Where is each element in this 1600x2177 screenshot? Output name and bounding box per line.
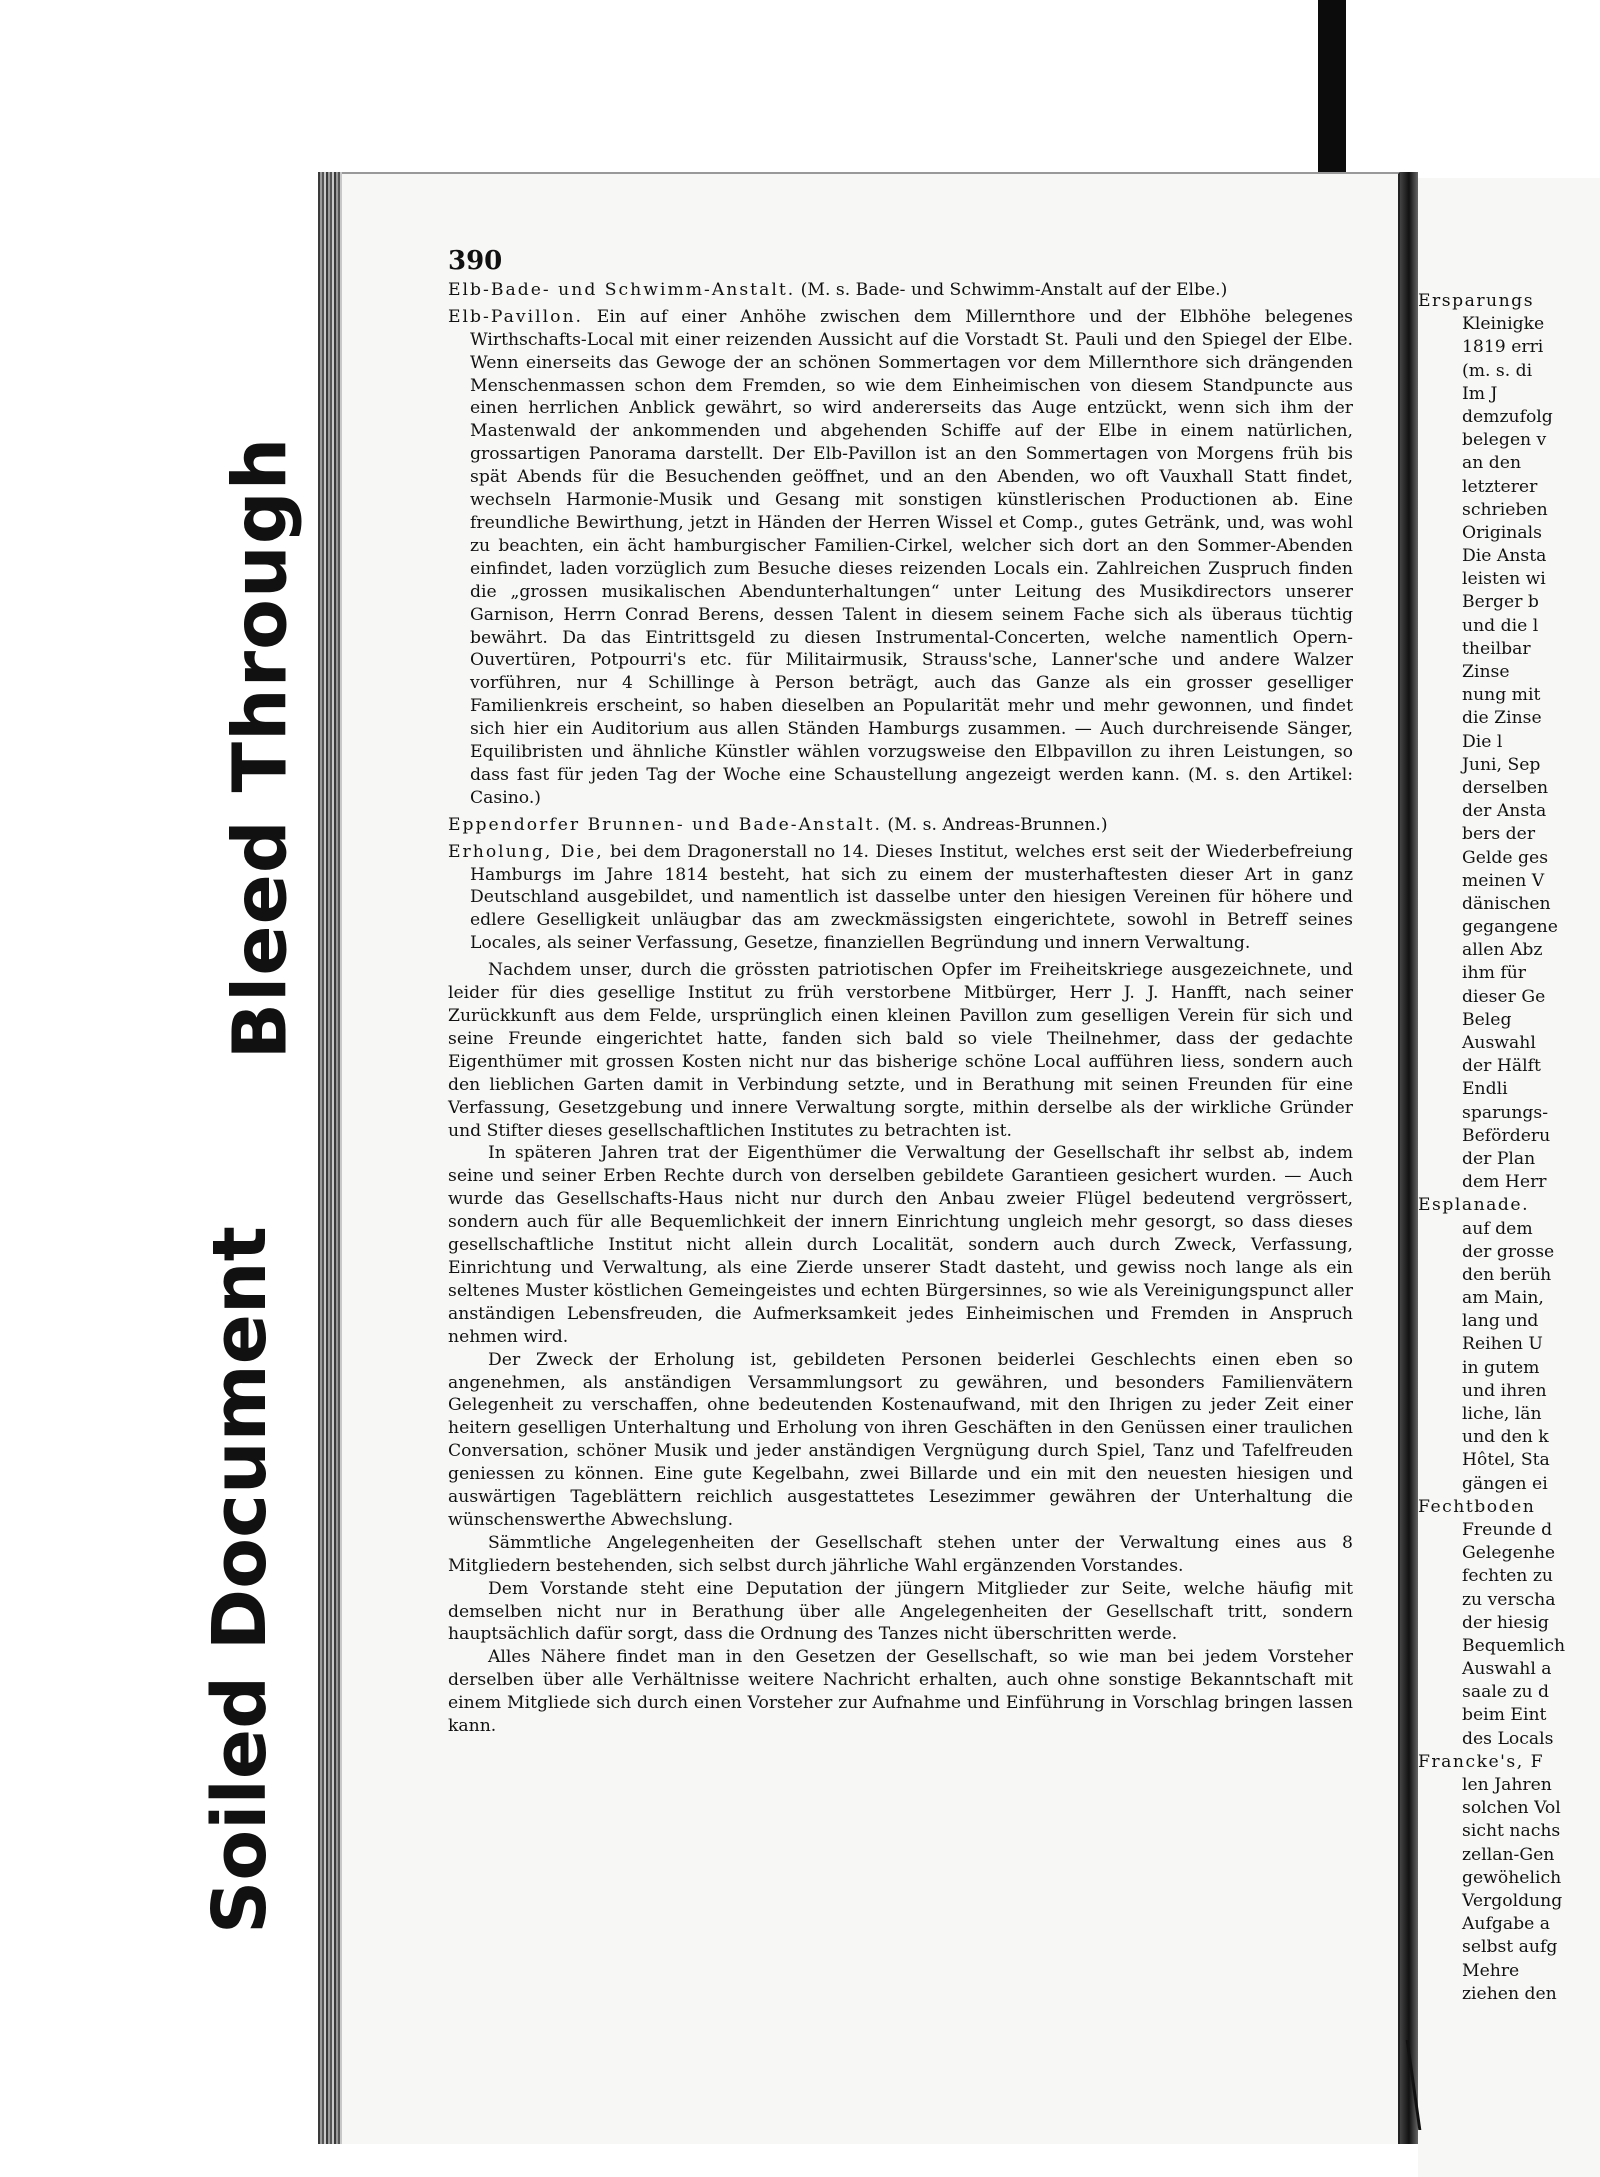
right-page-line: Die Ansta (1462, 546, 1547, 567)
right-page-line: Bequemlich (1462, 1635, 1566, 1656)
right-page-line: selbst aufg (1462, 1937, 1558, 1958)
right-page-text (1418, 290, 1600, 2006)
right-page-line: Reihen U (1462, 1334, 1543, 1355)
right-page-line: Vergoldung (1462, 1890, 1563, 1911)
entry-erholung (448, 841, 1353, 956)
entry-text: (M. s. Andreas-Brunnen.) (887, 814, 1108, 835)
right-page-line: leisten wi (1462, 569, 1546, 590)
right-page-line: am Main, (1462, 1288, 1544, 1309)
entry-eppendorfer (448, 814, 1353, 837)
right-page-line: letzterer (1462, 476, 1538, 497)
entry-text: (M. s. Bade- und Schwimm-Anstalt auf der Elbe.) (800, 279, 1228, 300)
paragraph: In späteren Jahren trat der Eigenthümer die Verwaltung der Gesellschaft ihr selbst ab, indem seine und seiner Erben Rechte durch von derselben gebildete Garantieen gesichert wurden. — Auch wurde das Gesellschafts-Haus nicht nur durch den Anbau zweier Flügel bedeutend vergrössert, sondern auch für alle Bequemlichkeit der innern Einrichtung ungleich mehr gesorgt, so dass dieses gesellschaftliche Institut nicht allein durch Localität, sondern auch durch Zweck, Verfassung, Einrichtung und Verwaltung, als eine Zierde unserer Stadt dasteht, und gewiss noch lange als ein seltenes Muster köstlichen Gemeingeistes und echten Bürgersinnes, so wie als Vereinigungspunct aller anständigen Lebensfreuden, die Aufmerksamkeit jedes Einheimischen und Fremden in Anspruch nehmen wird. (448, 1143, 1353, 1347)
right-page-line: sicht nachs (1462, 1821, 1561, 1842)
right-page-line: an den (1462, 453, 1522, 474)
right-page-line: Freunde d (1462, 1519, 1553, 1540)
right-page-line: meinen V (1462, 870, 1545, 891)
right-page-line: Mehre (1462, 1960, 1520, 1981)
right-page-line: Esplanade. (1418, 1195, 1530, 1216)
right-page-line: solchen Vol (1462, 1798, 1561, 1819)
right-page-line: Gelde ges (1462, 847, 1549, 868)
right-page-line: die Zinse (1462, 708, 1542, 729)
right-page-line: nung mit (1462, 685, 1541, 706)
right-page-line: den berüh (1462, 1264, 1552, 1285)
soiled-document-text: Soiled Document (197, 1226, 284, 1934)
right-page-line: 1819 erri (1462, 337, 1544, 358)
page-number: 390 (448, 246, 503, 276)
right-page-line: Zinse (1462, 662, 1510, 682)
right-page-line: schrieben (1462, 499, 1548, 520)
right-page-line: Beförderu (1462, 1125, 1551, 1146)
right-page-line: dem Herr (1462, 1172, 1547, 1193)
right-page-line: beim Eint (1462, 1705, 1547, 1726)
right-page-line: Juni, Sep (1462, 754, 1541, 775)
right-page-line: gegangene (1462, 917, 1558, 938)
right-page-line: len Jahren (1462, 1775, 1552, 1795)
right-page-line: Beleg (1462, 1009, 1512, 1030)
right-page-line: und ihren (1462, 1380, 1547, 1401)
right-page-line: Auswahl a (1462, 1659, 1552, 1680)
right-page-line: Hôtel, Sta (1462, 1450, 1550, 1471)
right-page-line: (m. s. di (1462, 360, 1533, 381)
right-page-line: der Plan (1462, 1148, 1536, 1169)
right-page-line: zellan-Gen (1462, 1844, 1555, 1865)
right-page-line: dänischen (1462, 893, 1551, 914)
right-page-line: dieser Ge (1462, 986, 1546, 1007)
paragraph: Dem Vorstande steht eine Deputation der jüngern Mitglieder zur Seite, welche häufig mit demselben nicht nur in Berathung über alle Angelegenheiten der Gesellschaft tritt, sondern hauptsächlich dafür sorgt, dass die Ordnung des Tanzes nicht überschritten werde. (448, 1578, 1353, 1645)
right-page-line: der Ansta (1462, 801, 1547, 822)
entry-term: Elb-Pavillon. (448, 306, 583, 327)
soiled-document-label (174, 1226, 306, 1934)
entry-elb-bade (448, 279, 1353, 302)
right-page-line: liche, län (1462, 1404, 1542, 1424)
right-page-line: Kleinigke (1462, 314, 1545, 335)
right-page-line: derselben (1462, 777, 1549, 798)
entry-text: bei dem Dragonerstall no 14. Dieses Institut, welches erst seit der Wiederbefreiung Hamburgs im Jahre 1814 besteht, hat sich zu einem der musterhaftesten dieser Art in ganz Deutschland ausgebildet, und namentlich ist dasselbe unter den hiesigen Vereinen für höhere und edlere Geselligkeit unläugbar das am zweckmässigsten eingerichtete, sowohl in Betreff seines Locales, als seiner Verfassung, Gesetze, finanziellen Begründung und innern Verwaltung. (470, 841, 1353, 954)
right-page-line: der grosse (1462, 1241, 1555, 1262)
entry-text: Ein auf einer Anhöhe zwischen dem Millernthore und der Elbhöhe belegenes Wirthschafts-Local mit einer reizenden Aussicht auf die Vorstadt St. Pauli und den Spiegel der Elbe. Wenn einerseits das Gewoge der an schönen Sommertagen vor dem Millernthore sich drängenden Menschenmassen schon dem Fremden, so wie dem Einheimischen von diesem Standpuncte aus einen herrlichen Anblick gewährt, so wird andererseits das Auge entzückt, wenn sich ihm der Mastenwald der ankommenden und abgehenden Schiffe auf der Elbe in einem natürlichen, grossartigen Panorama darstellt. Der Elb-Pavillon ist an den Sommertagen von Morgens früh bis spät Abends für die Besuchenden geöffnet, und an den Abenden, wo oft Vauxhall Statt findet, wechseln Harmonie-Musik und Gesang mit sonstigen künstlerischen Productionen ab. Eine freundliche Bewirthung, jetzt in Händen der Herren Wissel et Comp., gutes Getränk, und, was wohl zu beachten, ein ächt hamburgischer Familien-Cirkel, welcher sich dort an den Sommer-Abenden einfindet, laden vorzüglich zum Besuche dieses reizenden Locals ein. Zahlreichen Zuspruch finden die „grossen musikalischen Abendunterhaltungen“ unter Leitung des Musikdirectors unserer Garnison, Herrn Conrad Berens, dessen Talent in diesem seinem Fache sich als überaus tüchtig bewährt. Da das Eintrittsgeld zu diesen Instrumental-Concerten, welche namentlich Opern-Ouvertüren, Potpourri's etc. für Militairmusik, Strauss'sche, Lanner'sche und andere Walzer vorführen, nur 4 Schillinge à Person beträgt, auch das Ganze als ein grosser geselliger Familienkreis erscheint, so haben dieselben an Popularität mehr und mehr gewonnen, und findet sich hier ein Auditorium aus allen Ständen Hamburgs zusammen. — Auch durchreisende Sänger, Equilibristen und ähnliche Künstler wählen vorzugsweise den Elbpavillon zu ihren Leistungen, so dass fast für jeden Tag der Woche eine Schaustellung angezeigt werden kann. (M. s. den Artikel: Casino.) (470, 306, 1353, 808)
bleed-through-text: Bleed Through (217, 436, 303, 1059)
right-page-line: auf dem (1462, 1218, 1533, 1239)
right-page-line: Berger b (1462, 592, 1539, 613)
right-page-line: der hiesig (1462, 1612, 1549, 1633)
right-page-line: und den k (1462, 1427, 1549, 1448)
right-page-line: fechten zu (1462, 1566, 1553, 1587)
paragraph: Nachdem unser, durch die grössten patriotischen Opfer im Freiheitskriege ausgezeichnete, und leider für dies gesellige Institut zu früh verstorbene Mitbürger, Herr J. J. Hanfft, nach seiner Zurückkunft aus dem Felde, ursprünglich einen kleinen Pavillon zum geselligen Verein für sich und seine Freunde eingerichtet hatte, fanden sich bald so viele Theilnehmer, dass der gedachte Eigenthümer mit grossen Kosten nicht nur das bisherige schöne Local aufführen liess, sondern auch den lieblichen Garten damit in Verbindung setzte, und in Berathung mit seinen Freunden für eine Verfassung, Gesetzgebung und innere Verwaltung sorgte, mithin derselbe als der wirkliche Gründer und Stifter dieses gesellschaftlichen Institutes zu betrachten ist. (448, 960, 1353, 1141)
entry-term: Eppendorfer Brunnen- und Bade-Anstalt. (448, 814, 882, 835)
right-page-line: saale zu d (1462, 1682, 1550, 1703)
right-page-line: allen Abz (1462, 940, 1543, 961)
paragraph: Sämmtliche Angelegenheiten der Gesellschaft stehen unter der Verwaltung eines aus 8 Mitgliedern bestehenden, sich selbst durch jährliche Wahl ergänzenden Vorstandes. (448, 1532, 1353, 1576)
entry-term: Elb-Bade- und Schwimm-Anstalt. (448, 279, 796, 300)
right-page-line: Endli (1462, 1079, 1508, 1100)
right-page-line: in gutem (1462, 1357, 1540, 1378)
top-right-dark-edge (1318, 0, 1346, 195)
right-page-line: ziehen den (1462, 1983, 1557, 2004)
left-page-text (448, 246, 1353, 1738)
paragraph: Alles Nähere findet man in den Gesetzen der Gesellschaft, so wie man bei jedem Vorsteher derselben über alle Verhältnisse weitere Nachricht erhalten, auch ohne sonstige Bekanntschaft mit einem Mitgliede sich durch einen Vorsteher zur Aufnahme und Einführung in Vorschlag bringen lassen kann. (448, 1647, 1353, 1737)
right-page-line: demzufolg (1462, 406, 1553, 427)
right-page-line: der Hälft (1462, 1056, 1541, 1077)
right-page-line: Fechtboden (1418, 1496, 1536, 1517)
right-page-line: Aufgabe a (1462, 1914, 1550, 1935)
right-page-line: Im J (1462, 383, 1498, 404)
bleed-through-label (205, 436, 315, 1059)
book-spine-edge (318, 172, 342, 2144)
right-page-line: lang und (1462, 1311, 1539, 1332)
right-page-line: gewöhelich (1462, 1867, 1562, 1888)
right-page-line: des Locals (1462, 1728, 1554, 1749)
right-page-line: zu verscha (1462, 1589, 1556, 1610)
right-page-line: sparungs- (1462, 1102, 1549, 1123)
right-page-line: belegen v (1462, 430, 1547, 451)
right-page-line: ihm für (1462, 963, 1526, 984)
right-page-line: Originals (1462, 522, 1542, 543)
right-page-line: Auswahl (1462, 1033, 1536, 1053)
paragraph: Der Zweck der Erholung ist, gebildeten Personen beiderlei Geschlechts einen eben so angenehmen, als anständigen Versammlungsort zu gewähren, und besonders Familienvätern Gelegenheit zu verschaffen, ohne bedeutenden Kostenaufwand, mit den Ihrigen zu jeder Zeit einer heitern geselligen Unterhaltung und Erholung von ihren Geschäften in den Genüssen einer traulichen Conversation, schöner Musik und jeder anständigen Vergnügung durch Spiel, Tanz und Tafelfreuden geniessen zu können. Eine gute Kegelbahn, zwei Billarde und ein mit den neuesten hiesigen und auswärtigen Tageblättern reichlich ausgestattetes Lesezimmer gewähren der Unterhaltung die wünschenswerthe Abwechslung. (448, 1349, 1353, 1530)
right-page-line: bers der (1462, 824, 1536, 845)
right-page-line: Die l (1462, 731, 1503, 752)
right-page-line: und die l (1462, 615, 1539, 636)
entry-elb-pavillon (448, 306, 1353, 810)
right-page-line: Gelegenhe (1462, 1543, 1556, 1564)
book-gutter (1400, 172, 1418, 2144)
entry-term: Erholung, Die, (448, 841, 604, 862)
right-page-line: Ersparungs (1418, 291, 1535, 311)
right-page-line: theilbar (1462, 638, 1531, 659)
right-page-line: gängen ei (1462, 1473, 1548, 1494)
right-page-line: Francke's, F (1418, 1751, 1545, 1772)
